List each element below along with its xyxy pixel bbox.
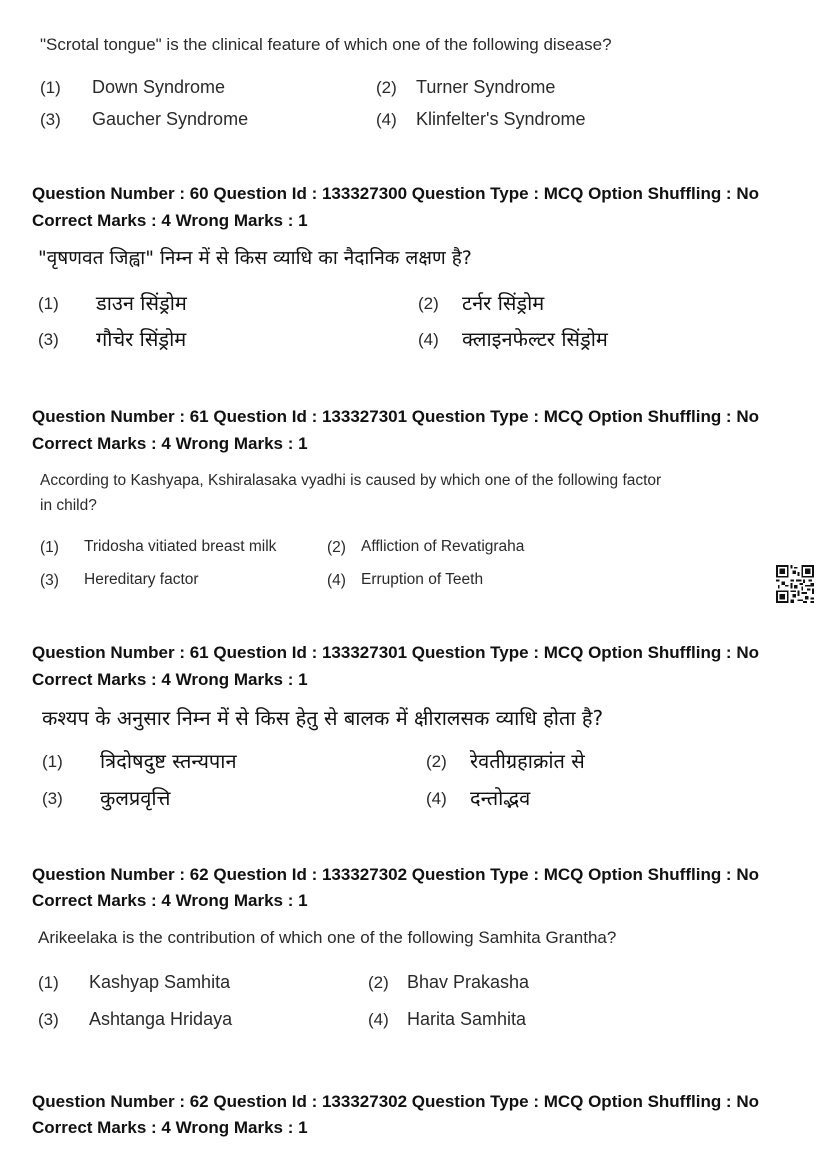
qr-code-icon: [776, 565, 814, 603]
option-number: (1): [38, 294, 59, 313]
marks-header: Correct Marks : 4 Wrong Marks : 1: [32, 891, 308, 910]
option-number: (4): [426, 789, 447, 808]
option-text: Klinfelter's Syndrome: [416, 109, 586, 129]
option-number: (3): [40, 572, 59, 589]
option-text: Tridosha vitiated breast milk: [84, 538, 277, 555]
option-number: (4): [376, 110, 397, 129]
option-text: रेवतीग्रहाक्रांत से: [470, 749, 585, 773]
option-number: (3): [40, 110, 61, 129]
option-number: (2): [368, 973, 389, 992]
option-text: Ashtanga Hridaya: [89, 1009, 233, 1029]
option-number: (1): [42, 752, 63, 771]
option-number: (2): [376, 78, 397, 97]
option-number: (2): [418, 294, 439, 313]
marks-header: Correct Marks : 4 Wrong Marks : 1: [32, 211, 308, 230]
option-text: Hereditary factor: [84, 571, 199, 588]
option-text: Erruption of Teeth: [361, 571, 484, 588]
option-text: क्लाइनफेल्टर सिंड्रोम: [462, 327, 608, 351]
option-text: Harita Samhita: [407, 1009, 527, 1029]
option-text: गौचेर सिंड्रोम: [96, 327, 187, 351]
question-text: "Scrotal tongue" is the clinical feature of which one of the following disease?: [40, 35, 612, 54]
option-number: (3): [38, 1010, 59, 1029]
question-header: Question Number : 60 Question Id : 133327300 Question Type : MCQ Option Shuffling : No: [32, 184, 759, 203]
option-number: (2): [426, 752, 447, 771]
question-text: Arikeelaka is the contribution of which one of the following Samhita Grantha?: [38, 928, 617, 947]
option-text: Turner Syndrome: [416, 77, 556, 97]
option-text: कुलप्रवृत्ति: [100, 786, 171, 810]
option-number: (3): [38, 330, 59, 349]
marks-header: Correct Marks : 4 Wrong Marks : 1: [32, 670, 308, 689]
question-text: कश्यप के अनुसार निम्न में से किस हेतु से बालक में क्षीरालसक व्याधि होता है?: [42, 706, 604, 730]
marks-header: Correct Marks : 4 Wrong Marks : 1: [32, 434, 308, 453]
option-text: दन्तोद्भव: [470, 786, 531, 810]
option-text: Kashyap Samhita: [89, 972, 231, 992]
question-text: "वृषणवत जिह्वा" निम्न में से किस व्याधि का नैदानिक लक्षण है?: [38, 247, 472, 269]
option-text: Affliction of Revatigraha: [361, 538, 525, 555]
question-text-line-1: According to Kashyapa, Kshiralasaka vyadhi is caused by which one of the following factor: [40, 472, 662, 489]
option-text: त्रिदोषदुष्ट स्तन्यपान: [100, 749, 237, 773]
option-number: (3): [42, 789, 63, 808]
option-number: (4): [327, 572, 346, 589]
option-number: (2): [327, 539, 346, 556]
option-number: (4): [368, 1010, 389, 1029]
option-number: (1): [40, 539, 59, 556]
option-number: (4): [418, 330, 439, 349]
option-text: Bhav Prakasha: [407, 972, 530, 992]
question-header: Question Number : 62 Question Id : 133327302 Question Type : MCQ Option Shuffling : No: [32, 865, 759, 884]
question-header: Question Number : 61 Question Id : 133327301 Question Type : MCQ Option Shuffling : No: [32, 407, 759, 426]
question-header: Question Number : 61 Question Id : 133327301 Question Type : MCQ Option Shuffling : No: [32, 643, 759, 662]
option-text: Down Syndrome: [92, 77, 226, 97]
option-number: (1): [40, 78, 61, 97]
marks-header: Correct Marks : 4 Wrong Marks : 1: [32, 1118, 308, 1137]
option-number: (1): [38, 973, 59, 992]
option-text: टर्नर सिंड्रोम: [462, 291, 545, 315]
option-text: Gaucher Syndrome: [92, 109, 249, 129]
option-text: डाउन सिंड्रोम: [96, 291, 187, 315]
question-header: Question Number : 62 Question Id : 133327302 Question Type : MCQ Option Shuffling : No: [32, 1092, 759, 1111]
question-text-line-2: in child?: [40, 497, 97, 514]
